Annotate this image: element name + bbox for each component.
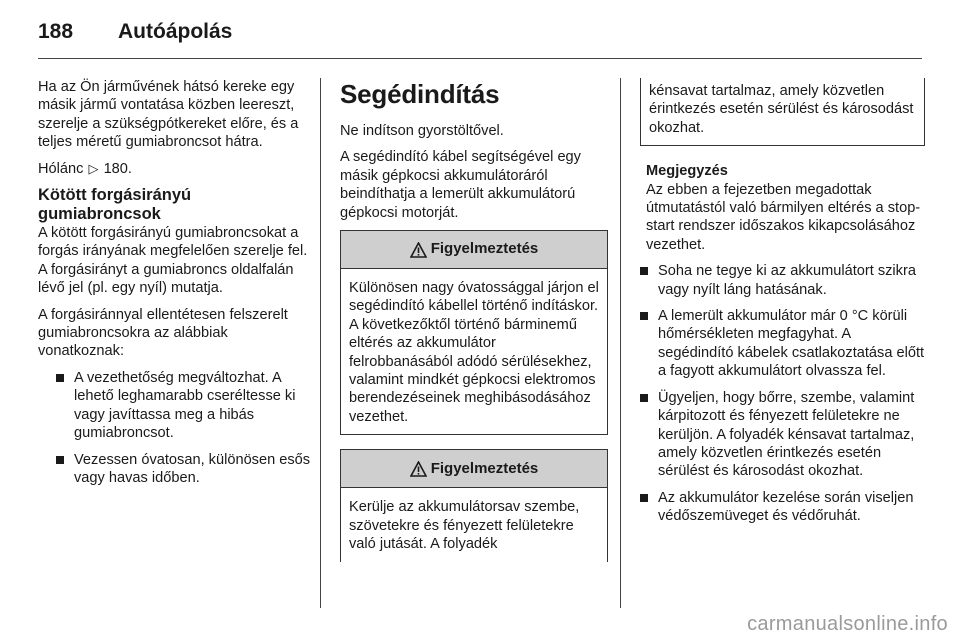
warning-continuation-box: kénsavat tartalmaz, amely közvetlen érintkezés esetén sérülést és károsodást okozhat. [640, 78, 925, 146]
column-right [640, 78, 925, 534]
warning-box-1 [340, 230, 608, 435]
paragraph-jump-start-intro: A segédindító kábel segítségével egy másik gépkocsi akkumulátoráról beindíthatja a lemerült akkumulátorú gépkocsi motorját. [340, 149, 581, 221]
paragraph-flat-tyre: Ha az Ön járművének hátsó kereke egy másik jármű vontatása közben leereszt, szerelje a szükségpótkereket előre, és a teljes méretű gumiabroncsot hátra. [38, 79, 299, 151]
column-divider-left [320, 78, 321, 608]
note-title: Megjegyzés [646, 163, 728, 180]
bullet-square-icon [640, 267, 648, 275]
list-item: A vezethetőség megváltozhat. A lehető leghamarabb cseréltesse ki vagy javíttassa meg a hibás gumiabroncsot. [56, 369, 312, 443]
snow-chains-label: Hólánc [38, 160, 84, 177]
warning-body: Különösen nagy óvatossággal járjon el segédindító kábellel történő indításkor. A következőktől történő bárminemű eltérés az akkumulátor felrobbanásából adódó sérülésekhez, valamint mindkét gépkocsi elektromos berendezéseinek meghibásodásához vezethet. [349, 280, 599, 425]
list-item: Vezessen óvatosan, különösen esős vagy havas időben. [56, 451, 312, 488]
bullet-square-icon [640, 394, 648, 402]
warning-header [341, 231, 607, 269]
paragraph-directional-fitting: A kötött forgásirányú gumiabroncsokat a forgás irányának megfelelően szerelje fel. A forgásirányt a gumiabroncs oldalfalán lévő jel (pl. egy nyíl) mutatja. [38, 225, 308, 297]
list-item: Soha ne tegye ki az akkumulátort szikra vagy nyílt láng hatásának. [640, 262, 925, 299]
paragraph-reverse-fitting: A forgásiránnyal ellentétesen felszerelt gumiabroncsokra az alábbiak vonatkoznak: [38, 306, 288, 360]
bullet-list-battery [640, 262, 925, 525]
warning-box-2 [340, 449, 608, 561]
header-divider [38, 58, 922, 59]
paragraph-no-quick-charger: Ne indítson gyorstöltővel. [340, 123, 504, 139]
list-item: Ügyeljen, hogy bőrre, szembe, valamint kárpitozott és fényezett felületekre ne kerüljön. A folyadék kénsavat tartalmaz, amely közvetlen érintkezés esetén sérülést és károsodást okozhat. [640, 389, 925, 481]
warning-body: Kerülje az akkumulátorsav szembe, szövetekre és fényezett felületekre való jutását. A folyadék [349, 499, 580, 553]
watermark: carmanualsonline.info [747, 613, 948, 635]
subheading-directional-tyres: Kötött forgásirányú gumiabroncsok [38, 186, 192, 224]
note-body: Az ebben a fejezetben megadottak útmutatástól való bármilyen eltérés a stop-start rendszer időszakos kikapcsolásához vezethet. [646, 181, 921, 253]
warning-header [341, 450, 607, 488]
list-item: Az akkumulátor kezelése során viseljen védőszemüveget és védőruhát. [640, 489, 925, 526]
note-block [640, 162, 925, 254]
page-number: 188 [38, 20, 74, 43]
arrow-ref-icon: ▷ [88, 160, 99, 176]
bullet-square-icon [640, 494, 648, 502]
bullet-square-icon [640, 312, 648, 320]
page-title: Autóápolás [118, 20, 233, 43]
warning-triangle-icon [410, 461, 427, 477]
list-item: A lemerült akkumulátor már 0 °C körüli hőmérsékleten megfagyhat. A segédindító kábelek csatlakoztatása előtt a fagyott akkumulátort olvassza fel. [640, 307, 925, 381]
bullet-list-tyres [38, 369, 312, 487]
warning-title: Figyelmeztetés [430, 459, 539, 477]
warning-title: Figyelmeztetés [430, 240, 539, 258]
column-left [38, 78, 312, 495]
bullet-square-icon [56, 374, 64, 382]
section-heading-jump-start: Segédindítás [340, 79, 500, 109]
bullet-square-icon [56, 456, 64, 464]
column-middle [340, 78, 608, 562]
snow-chains-page-ref: 180. [103, 160, 132, 177]
page-header [38, 20, 232, 48]
column-divider-right [620, 78, 621, 608]
warning-triangle-icon [410, 242, 427, 258]
paragraph-snow-chains [38, 160, 312, 178]
